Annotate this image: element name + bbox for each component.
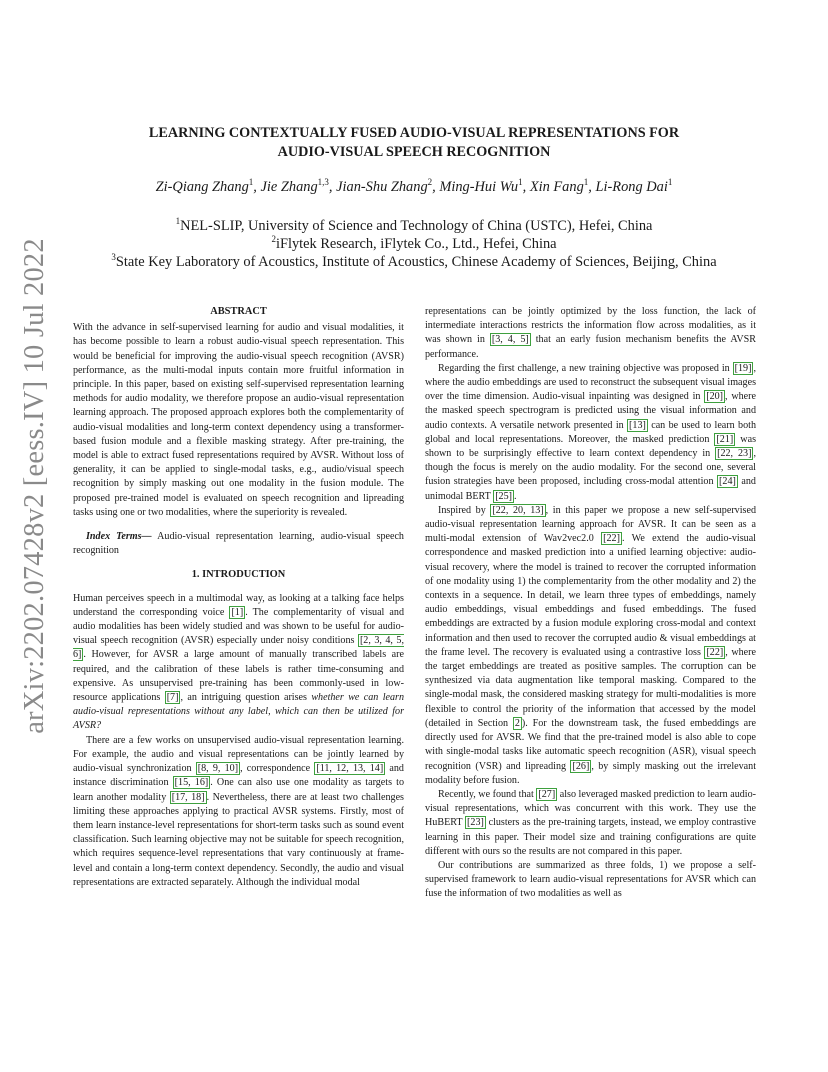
right-paragraph-3 [425, 788, 756, 859]
author-sup: 2 [427, 177, 433, 187]
affiliation-sup: 3 [111, 252, 116, 262]
abstract-text: With the advance in self-supervised learning for audio and visual modalities, it has become possible to learn a robust audio-visual speech representation. This would be beneficial for improving the audio-visual speech recognition (AVSR) performance, as the multi-modal inputs contain more fruitful information in principle. In this paper, based on existing self-supervised representation learning methods for audio modality, we therefore propose an audio-visual representation learning approach. The proposed approach explores both the complementarity of audio-visual modalities and long-term context dependency using a transformer-based fusion module and a flexible masking strategy. After pre-training, the model is able to extract fused representations required by AVSR. Without loss of generality, it can be applied to single-modal tasks, e.g., audio/visual speech recognition by simply masking out one modality in the fusion module. The proposed pre-trained model is evaluated on speech recognition and lipreading tasks using one or two modalities, where the superiority is revealed. [73, 322, 404, 518]
text-run: . [514, 490, 517, 502]
author-sup: 1 [248, 177, 254, 187]
affiliation-text: State Key Laboratory of Acoustics, Institute of Acoustics, Chinese Academy of Sciences, Beijing, China [115, 254, 717, 270]
citation-link[interactable]: [17, 18] [171, 791, 205, 803]
citation-link[interactable]: [23] [467, 817, 484, 829]
citation-link[interactable]: [24] [719, 476, 736, 488]
citation-link[interactable]: [3, 4, 5] [491, 334, 529, 346]
text-run: ). For the downstream task, the fused embeddings are directly used for AVSR. We find that the pre-trained model is also able to cope with single-modal tasks like automatic speech recognition (ASR), visual speech recognition (VSR) and lipreading [425, 717, 756, 772]
index-terms-label: Index Terms— [86, 531, 152, 543]
citation-link[interactable]: [19] [734, 362, 752, 374]
text-run: clusters as the pre-training targets, instead, we employ contrastive learning in this paper. Their model size and training configurations are quite different with ours so the results are not compared in this paper. [425, 817, 756, 857]
text-run: . Nevertheless, there are at least two challenges limiting these approaches applying to practical AVSR systems. Firstly, most of them learn instance-level representations for short-term tasks such as sound event classification. Such learning objective may not be suitable for speech recognition, which requires sequence-level representations that vary continuously at frame-level and contain a long-term context dependency. Secondly, the audio and visual representations are extracted separately. Although the individual modal [73, 791, 404, 888]
citation-link[interactable]: [25] [495, 490, 513, 502]
arxiv-identifier [8, 238, 62, 734]
text-run: , by simply masking out the irrelevant modality before fusion. [425, 760, 756, 786]
citation-link[interactable]: [26] [572, 760, 590, 772]
index-terms-text: Audio-visual representation learning, audio-visual speech recognition [73, 531, 404, 557]
citation-link[interactable]: [1] [231, 606, 244, 618]
author-name: Xin Fang [529, 179, 584, 195]
affiliation [0, 216, 828, 235]
author-name: Li-Rong Dai [595, 179, 668, 195]
abstract-heading: ABSTRACT [210, 306, 267, 317]
title-line-1: LEARNING CONTEXTUALLY FUSED AUDIO-VISUAL REPRESENTATIONS FOR [148, 125, 680, 141]
citation-link[interactable]: [8, 9, 10] [197, 763, 239, 775]
citation-link[interactable]: [22] [706, 646, 724, 658]
citation-link[interactable]: [2, 3, 4, 5, 6] [73, 635, 404, 661]
text-run: Regarding the first challenge, a new training objective was proposed in [438, 362, 733, 374]
author-list: Zi-Qiang Zhang$^1$, Jie Zhang$^{1,3}$, Jian-Shu Zhang$^2$, Ming-Hui Wu$^1$, Xin Fang$^1$, Li-Rong Dai$^1$ [155, 177, 673, 195]
intro-paragraph-1 [73, 592, 404, 734]
right-paragraph-1 [425, 362, 756, 504]
citation-link[interactable]: [20] [706, 391, 724, 403]
author-name: Jie Zhang [260, 179, 318, 195]
right-paragraph-0 [425, 305, 756, 362]
index-terms [73, 530, 404, 558]
affiliation-sup: 2 [271, 234, 276, 244]
author-name: Jian-Shu Zhang [336, 179, 428, 195]
text-run: . We extend the audio-visual correspondence and masked prediction into a unified learning objective: audio-visual recovery, where the model is trained to recover the corrupted information of one modality using 1) the complementarity from the other modality and 2) the contexts in a sequence. In detail, we learn three types of embeddings, namely audio embeddings, visual embeddings and fused embeddings. The fused embeddings are extracted by a fusion module exploring cross-modal and context information and then used to recover the corrupted audio & visual embeddings at the frame level. The recovery is evaluated using a contrastive loss [425, 533, 756, 658]
author-sup: 1 [583, 177, 589, 187]
introduction-heading: 1. INTRODUCTION [191, 569, 286, 581]
author-sup: 1,3 [317, 177, 329, 187]
text-run: and instance discrimination [73, 763, 404, 789]
text-run: There are a few works on unsupervised audio-visual representation learning. For example, the audio and visual representations can be jointly learned by audio-visual synchronization [73, 734, 404, 775]
arxiv-id-text: arXiv:2202.07428v2 [eess.IV] 10 Jul 2022 [19, 238, 50, 734]
intro-paragraph-2 [73, 734, 404, 890]
text-run: . However, for AVSR a large amount of manually transcribed labels are required, and the calibration of these labels is rather time-consuming and expensive. As unsupervised pre-training has been commonly-used in low-resource applications [73, 649, 404, 704]
right-column [425, 305, 756, 902]
text-run: , where the target embeddings are treated as positive samples. The corruption can be synthesized via data augmentation like temporal masking. Compared to the single-modal mask, the considered masking strategy for multi-modalities is more flexible to control the priority of the information that accessed by the model (detailed in Section [425, 646, 756, 729]
affiliation [0, 252, 828, 271]
text-run: , where the audio embeddings are used to reconstruct the subsequent visual images over the time dimension. Audio-visual inpainting was designed in [425, 362, 756, 403]
author-sup: 1 [667, 177, 673, 187]
citation-link[interactable]: [13] [629, 419, 646, 431]
author-sup: 1 [518, 177, 523, 187]
emphasized-question: whether we can learn audio-visual representations without any label, which can then be utilized for AVSR? [73, 692, 404, 732]
citation-link[interactable]: [22, 20, 13] [492, 504, 544, 516]
author-name: Ming-Hui Wu [439, 179, 519, 195]
citation-link[interactable]: [7] [166, 692, 179, 704]
affiliation [0, 234, 828, 253]
text-run: , though the focus is merely on the audio modality. For the second one, several fusion strategies have been proposed, including cross-modal attention [425, 448, 756, 488]
text-run: , correspondence [240, 763, 315, 775]
text-run: that an early fusion mechanism benefits the AVSR performance. [425, 334, 756, 360]
text-run: Recently, we found that [438, 788, 537, 800]
paper-title [0, 124, 828, 162]
text-run: . The complementarity of visual and audio modalities has been widely studied and was shown to be useful for audio-visual speech recognition (AVSR) especially under noisy conditions [73, 606, 404, 647]
affiliation-text: NEL-SLIP, University of Science and Technology of China (USTC), Hefei, China [180, 218, 653, 234]
author-name: Zi-Qiang Zhang [155, 179, 249, 195]
citation-link[interactable]: [22] [603, 533, 620, 545]
text-run: Inspired by [438, 504, 491, 516]
right-paragraph-2 [425, 504, 756, 788]
citation-link[interactable]: [27] [538, 788, 556, 800]
text-run: Human perceives speech in a multimodal way, as looking at a talking face helps understand the corresponding voice [73, 592, 404, 618]
citation-link[interactable]: [22, 23] [717, 448, 752, 460]
text-run: representations can be jointly optimized by the loss function, the lack of intermediate interactions restricts the information flow across modalities, as it was shown in [425, 306, 756, 346]
title-line-2: AUDIO-VISUAL SPEECH RECOGNITION [277, 144, 551, 160]
section-link[interactable]: 2 [514, 717, 520, 729]
text-run: . One can also use one modality as targets to learn another modality [73, 777, 404, 803]
affiliation-text: iFlytek Research, iFlytek Co., Ltd., Hefei, China [275, 236, 557, 252]
text-run: , in this paper we propose a new self-supervised audio-visual representation learning approach for AVSR. It can be seen as a multi-modal extension of Wav2vec2.0 [425, 504, 756, 545]
citation-link[interactable]: [11, 12, 13, 14] [316, 763, 384, 775]
left-column [73, 305, 404, 890]
text-run: , an intriguing question arises [180, 692, 312, 704]
affiliation-sup: 1 [175, 216, 181, 226]
text-run: was shown to be surprisingly effective to learn context dependency in [425, 433, 756, 460]
text-run: can be used to learn both global and local representations. Moreover, the masked prediction [425, 419, 756, 445]
text-run: also leveraged masked prediction to learn audio-visual representations, which was concurrent with this work. They use the HuBERT [425, 788, 757, 829]
citation-link[interactable]: [15, 16] [174, 777, 209, 789]
right-paragraph-4: Our contributions are summarized as three folds, 1) we propose a self-supervised framework to learn audio-visual representations for AVSR which can fuse the information of two modalities as well as [425, 859, 756, 900]
text-run: , where the masked speech spectrogram is predicted using the visual information and audio contexts. A versatile network presented in [425, 391, 756, 431]
text-run: and unimodal BERT [425, 476, 756, 502]
citation-link[interactable]: [21] [716, 433, 734, 445]
